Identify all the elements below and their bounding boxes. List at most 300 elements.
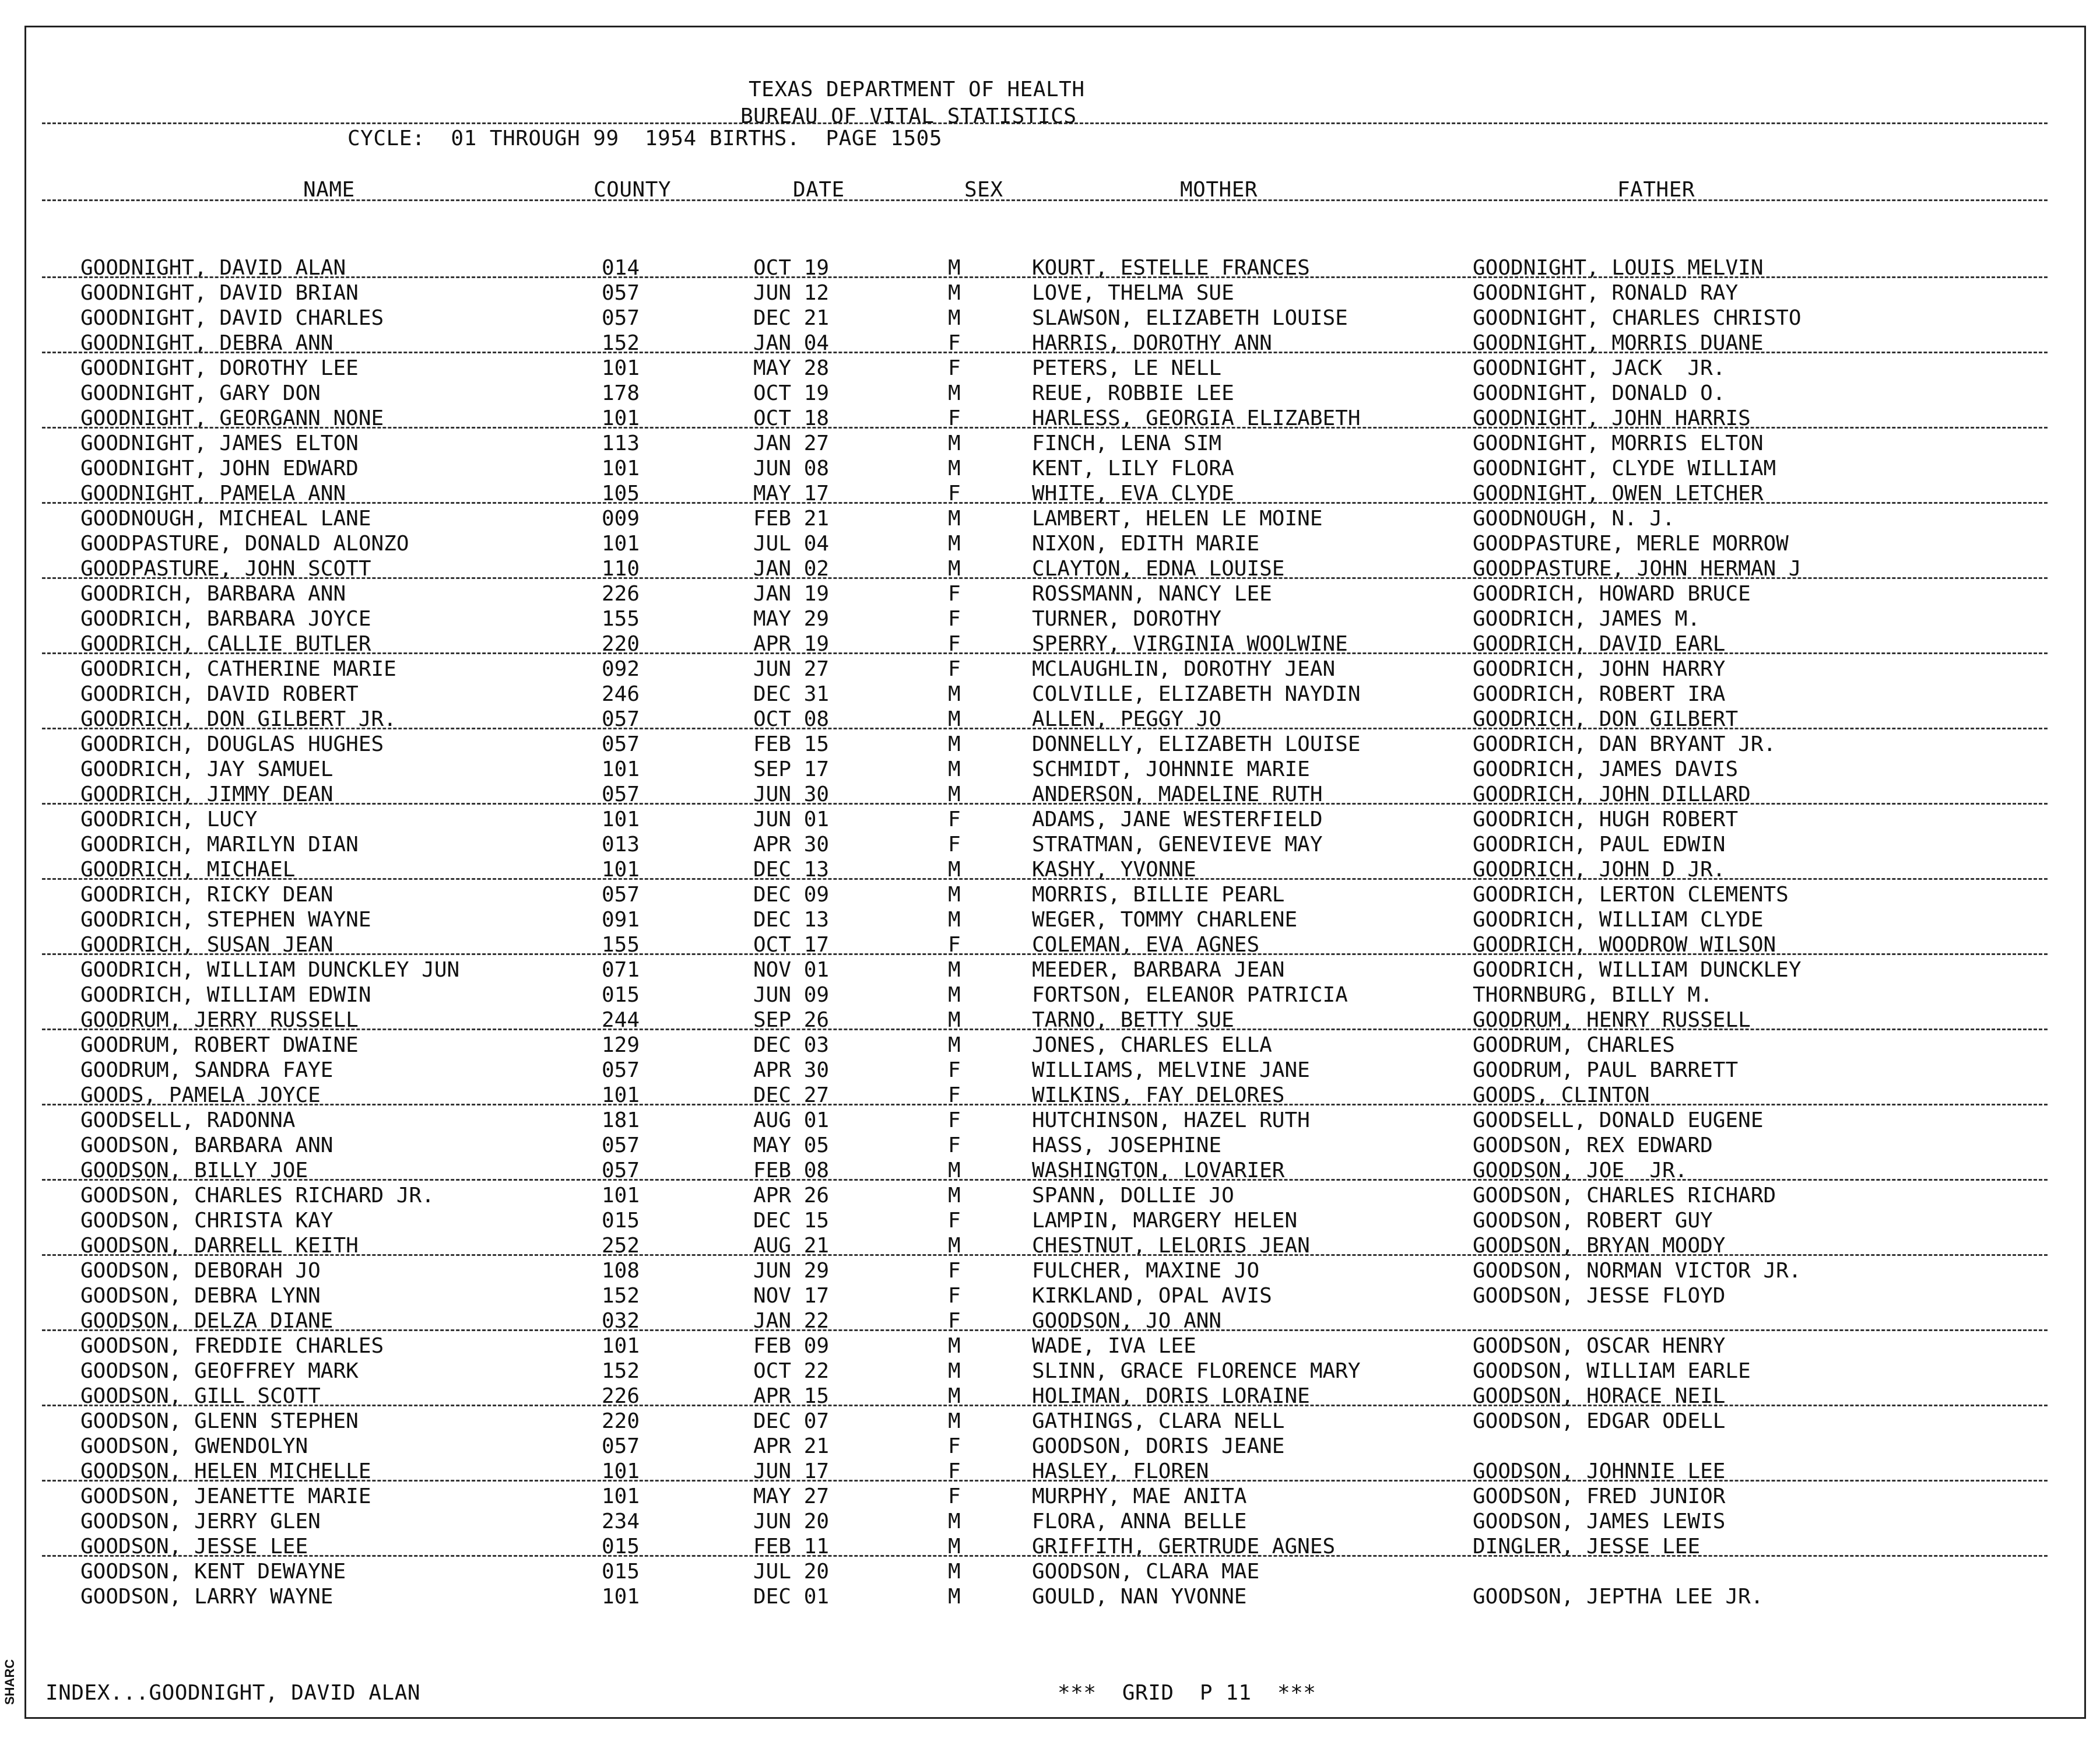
record-mother: ADAMS, JANE WESTERFIELD [1032, 808, 1323, 831]
column-header-name: NAME [303, 178, 355, 202]
record-mother: TURNER, DOROTHY [1032, 607, 1222, 631]
row-separator-rule [42, 1029, 2048, 1030]
grid-label: *** GRID P 11 *** [1058, 1681, 1316, 1705]
record-mother: WASHINGTON, LOVARIER [1032, 1159, 1285, 1182]
record-father: GOODRICH, JOHN D JR. [1473, 858, 1726, 882]
record-sex: M [948, 1409, 961, 1433]
column-header-date: DATE [793, 178, 845, 202]
record-row [0, 1484, 2062, 1509]
record-county: 101 [602, 1484, 640, 1508]
record-father: GOODRICH, LERTON CLEMENTS [1473, 883, 1789, 907]
record-mother: HASS, JOSEPHINE [1032, 1133, 1222, 1157]
record-name: GOODRICH, WILLIAM DUNCKLEY JUN [80, 958, 460, 982]
record-sex: M [948, 507, 961, 531]
record-county: 246 [602, 682, 640, 706]
record-row [0, 1534, 2062, 1559]
record-date: DEC 01 [753, 1585, 830, 1609]
record-name: GOODSON, KENT DEWAYNE [80, 1560, 346, 1584]
record-father: GOODRUM, HENRY RUSSELL [1473, 1008, 1751, 1032]
record-row [0, 807, 2062, 832]
record-father: GOODSON, JEPTHA LEE JR. [1473, 1585, 1764, 1609]
record-county: 181 [602, 1108, 640, 1132]
record-county: 057 [602, 707, 640, 731]
row-separator-rule [42, 652, 2048, 654]
record-date: SEP 26 [753, 1008, 830, 1032]
record-mother: FULCHER, MAXINE JO [1032, 1259, 1260, 1283]
record-father: GOODSON, WILLIAM EARLE [1473, 1359, 1751, 1383]
record-row [0, 431, 2062, 456]
record-date: APR 30 [753, 833, 830, 857]
record-name: GOODRICH, SUSAN JEAN [80, 933, 333, 957]
record-row [0, 456, 2062, 481]
record-mother: KASHY, YVONNE [1032, 858, 1196, 882]
record-father: GOODRICH, WILLIAM CLYDE [1473, 908, 1764, 932]
record-sex: F [948, 1434, 961, 1458]
record-county: 057 [602, 883, 640, 907]
record-sex: M [948, 1535, 961, 1559]
record-county: 057 [602, 1159, 640, 1182]
row-separator-rule [42, 1254, 2048, 1256]
record-county: 057 [602, 1434, 640, 1458]
record-sex: M [948, 1384, 961, 1408]
record-sex: F [948, 356, 961, 380]
record-row [0, 356, 2062, 381]
row-separator-rule [42, 502, 2048, 504]
record-mother: GOODSON, DORIS JEANE [1032, 1434, 1285, 1458]
row-separator-rule [42, 1179, 2048, 1181]
record-mother: ANDERSON, MADELINE RUTH [1032, 782, 1323, 806]
record-mother: ROSSMANN, NANCY LEE [1032, 582, 1272, 606]
record-date: OCT 17 [753, 933, 830, 957]
record-sex: M [948, 557, 961, 581]
record-date: FEB 11 [753, 1535, 830, 1559]
record-county: 091 [602, 908, 640, 932]
record-father: GOODNIGHT, JACK JR. [1473, 356, 1726, 380]
record-mother: TARNO, BETTY SUE [1032, 1008, 1234, 1032]
record-name: GOODRICH, BARBARA JOYCE [80, 607, 371, 631]
record-name: GOODSON, JEANETTE MARIE [80, 1484, 371, 1508]
record-father: DINGLER, JESSE LEE [1473, 1535, 1701, 1559]
record-name: GOODNIGHT, JOHN EDWARD [80, 457, 359, 480]
record-date: JUL 04 [753, 532, 830, 556]
record-mother: SPANN, DOLLIE JO [1032, 1184, 1234, 1208]
record-father: GOODSON, JESSE FLOYD [1473, 1284, 1726, 1308]
record-date: OCT 19 [753, 256, 830, 280]
record-mother: WILKINS, FAY DELORES [1032, 1083, 1285, 1107]
record-sex: M [948, 908, 961, 932]
record-mother: SLINN, GRACE FLORENCE MARY [1032, 1359, 1361, 1383]
record-date: DEC 15 [753, 1209, 830, 1233]
record-father: GOODSON, EDGAR ODELL [1473, 1409, 1726, 1433]
record-county: 032 [602, 1309, 640, 1333]
record-mother: LOVE, THELMA SUE [1032, 281, 1234, 305]
record-date: JUN 20 [753, 1510, 830, 1533]
record-sex: F [948, 1284, 961, 1308]
row-separator-rule [42, 953, 2048, 955]
record-mother: MCLAUGHLIN, DOROTHY JEAN [1032, 657, 1336, 681]
record-father: GOODRICH, DAN BRYANT JR. [1473, 732, 1776, 756]
record-date: MAY 29 [753, 607, 830, 631]
record-mother: KENT, LILY FLORA [1032, 457, 1234, 480]
record-county: 108 [602, 1259, 640, 1283]
record-sex: M [948, 1560, 961, 1584]
record-name: GOODSON, GWENDOLYN [80, 1434, 308, 1458]
record-name: GOODRUM, JERRY RUSSELL [80, 1008, 359, 1032]
record-date: NOV 17 [753, 1284, 830, 1308]
record-county: 101 [602, 1184, 640, 1208]
record-name: GOODSON, GILL SCOTT [80, 1384, 321, 1408]
record-mother: GATHINGS, CLARA NELL [1032, 1409, 1285, 1433]
record-mother: NIXON, EDITH MARIE [1032, 532, 1260, 556]
record-county: 013 [602, 833, 640, 857]
record-county: 101 [602, 457, 640, 480]
record-sex: M [948, 707, 961, 731]
row-separator-rule [42, 1405, 2048, 1406]
record-county: 101 [602, 1334, 640, 1358]
record-sex: M [948, 958, 961, 982]
record-name: GOODSON, GEOFFREY MARK [80, 1359, 359, 1383]
record-name: GOODRICH, LUCY [80, 808, 258, 831]
record-sex: F [948, 1083, 961, 1107]
record-sex: M [948, 1359, 961, 1383]
record-row [0, 1434, 2062, 1459]
record-father: GOODNOUGH, N. J. [1473, 507, 1675, 531]
record-father: GOODRICH, JAMES DAVIS [1473, 757, 1739, 781]
record-name: GOODRICH, DON GILBERT JR. [80, 707, 396, 731]
record-date: OCT 18 [753, 406, 830, 430]
record-county: 155 [602, 933, 640, 957]
record-date: DEC 21 [753, 306, 830, 330]
record-sex: M [948, 757, 961, 781]
record-county: 152 [602, 1359, 640, 1383]
record-sex: M [948, 983, 961, 1007]
record-date: AUG 01 [753, 1108, 830, 1132]
record-name: GOODNOUGH, MICHEAL LANE [80, 507, 371, 531]
record-date: JUN 29 [753, 1259, 830, 1283]
record-sex: M [948, 1008, 961, 1032]
record-date: APR 19 [753, 632, 830, 656]
record-county: 057 [602, 732, 640, 756]
record-name: GOODSON, HELEN MICHELLE [80, 1459, 371, 1483]
record-row [0, 280, 2062, 306]
record-mother: SLAWSON, ELIZABETH LOUISE [1032, 306, 1348, 330]
record-county: 152 [602, 1284, 640, 1308]
record-sex: M [948, 732, 961, 756]
record-row [0, 1108, 2062, 1133]
record-father: GOODPASTURE, JOHN HERMAN J [1473, 557, 1801, 581]
record-county: 244 [602, 1008, 640, 1032]
record-name: GOODNIGHT, GEORGANN NONE [80, 406, 384, 430]
record-date: NOV 01 [753, 958, 830, 982]
record-date: FEB 09 [753, 1334, 830, 1358]
record-county: 101 [602, 1585, 640, 1609]
record-county: 105 [602, 482, 640, 506]
record-date: JUN 17 [753, 1459, 830, 1483]
record-name: GOODRICH, MICHAEL [80, 858, 296, 882]
record-sex: F [948, 607, 961, 631]
row-separator-rule [42, 427, 2048, 429]
record-sex: M [948, 306, 961, 330]
record-date: DEC 27 [753, 1083, 830, 1107]
record-row [0, 782, 2062, 807]
record-date: JAN 19 [753, 582, 830, 606]
record-sex: M [948, 457, 961, 480]
record-date: JAN 22 [753, 1309, 830, 1333]
record-name: GOODRICH, WILLIAM EDWIN [80, 983, 371, 1007]
record-county: 220 [602, 1409, 640, 1433]
record-sex: M [948, 682, 961, 706]
record-mother: ALLEN, PEGGY JO [1032, 707, 1222, 731]
row-separator-rule [42, 1104, 2048, 1105]
record-mother: STRATMAN, GENEVIEVE MAY [1032, 833, 1323, 857]
record-county: 015 [602, 1535, 640, 1559]
record-name: GOODSON, FREDDIE CHARLES [80, 1334, 384, 1358]
record-name: GOODRICH, STEPHEN WAYNE [80, 908, 371, 932]
record-row [0, 982, 2062, 1008]
record-name: GOODSON, DARRELL KEITH [80, 1234, 359, 1258]
record-mother: WHITE, EVA CLYDE [1032, 482, 1234, 506]
record-county: 110 [602, 557, 640, 581]
side-stamp: SHARC [2, 1659, 17, 1705]
record-date: DEC 31 [753, 682, 830, 706]
record-father: GOODRICH, WOODROW WILSON [1473, 933, 1776, 957]
record-sex: F [948, 482, 961, 506]
column-header-mother: MOTHER [1180, 178, 1258, 202]
record-county: 226 [602, 1384, 640, 1408]
record-date: MAY 28 [753, 356, 830, 380]
record-sex: F [948, 1133, 961, 1157]
record-mother: MURPHY, MAE ANITA [1032, 1484, 1247, 1508]
record-county: 220 [602, 632, 640, 656]
record-name: GOODRICH, BARBARA ANN [80, 582, 346, 606]
record-row [0, 682, 2062, 707]
record-row [0, 1258, 2062, 1283]
record-county: 071 [602, 958, 640, 982]
record-name: GOODSON, DEBRA LYNN [80, 1284, 321, 1308]
record-name: GOODRICH, MARILYN DIAN [80, 833, 359, 857]
record-sex: F [948, 331, 961, 355]
record-father: GOODSON, JOHNNIE LEE [1473, 1459, 1726, 1483]
bureau-title: BUREAU OF VITAL STATISTICS [740, 104, 1077, 128]
record-county: 101 [602, 808, 640, 831]
record-row [0, 707, 2062, 732]
record-county: 057 [602, 1133, 640, 1157]
record-name: GOODSON, JESSE LEE [80, 1535, 308, 1559]
record-date: JUN 30 [753, 782, 830, 806]
record-name: GOODSON, DEBORAH JO [80, 1259, 321, 1283]
record-row [0, 1008, 2062, 1033]
record-sex: F [948, 406, 961, 430]
record-county: 226 [602, 582, 640, 606]
record-sex: F [948, 1459, 961, 1483]
record-row [0, 857, 2062, 882]
record-father: GOODRICH, WILLIAM DUNCKLEY [1473, 958, 1801, 982]
record-date: OCT 19 [753, 381, 830, 405]
record-sex: F [948, 833, 961, 857]
index-label: INDEX...GOODNIGHT, DAVID ALAN [45, 1681, 421, 1705]
record-father: GOODSON, BRYAN MOODY [1473, 1234, 1726, 1258]
record-county: 101 [602, 757, 640, 781]
record-sex: M [948, 883, 961, 907]
record-row [0, 957, 2062, 982]
record-sex: F [948, 1259, 961, 1283]
record-row [0, 1584, 2062, 1609]
record-row [0, 657, 2062, 682]
record-mother: HARLESS, GEORGIA ELIZABETH [1032, 406, 1361, 430]
record-row [0, 907, 2062, 932]
record-name: GOODRICH, DOUGLAS HUGHES [80, 732, 384, 756]
record-mother: PETERS, LE NELL [1032, 356, 1222, 380]
record-row [0, 581, 2062, 606]
record-county: 057 [602, 306, 640, 330]
record-mother: MORRIS, BILLIE PEARL [1032, 883, 1285, 907]
record-sex: M [948, 858, 961, 882]
record-mother: FORTSON, ELEANOR PATRICIA [1032, 983, 1348, 1007]
record-father: GOODNIGHT, CLYDE WILLIAM [1473, 457, 1776, 480]
record-county: 129 [602, 1033, 640, 1057]
record-name: GOODNIGHT, DEBRA ANN [80, 331, 333, 355]
record-county: 178 [602, 381, 640, 405]
record-father: GOODNIGHT, CHARLES CHRISTO [1473, 306, 1801, 330]
record-father: GOODNIGHT, LOUIS MELVIN [1473, 256, 1764, 280]
record-date: JAN 02 [753, 557, 830, 581]
record-row [0, 1058, 2062, 1083]
record-date: MAY 17 [753, 482, 830, 506]
record-sex: M [948, 1184, 961, 1208]
record-row [0, 1409, 2062, 1434]
record-name: GOODSON, BARBARA ANN [80, 1133, 333, 1157]
record-date: OCT 08 [753, 707, 830, 731]
record-name: GOODRUM, SANDRA FAYE [80, 1058, 333, 1082]
record-mother: HARRIS, DOROTHY ANN [1032, 331, 1272, 355]
record-sex: F [948, 657, 961, 681]
record-name: GOODNIGHT, DAVID ALAN [80, 256, 346, 280]
record-row [0, 306, 2062, 331]
record-father: GOODSON, REX EDWARD [1473, 1133, 1713, 1157]
row-separator-rule [42, 1480, 2048, 1482]
record-sex: M [948, 1234, 961, 1258]
record-county: 015 [602, 983, 640, 1007]
record-mother: HOLIMAN, DORIS LORAINE [1032, 1384, 1310, 1408]
record-mother: KIRKLAND, OPAL AVIS [1032, 1284, 1272, 1308]
record-county: 057 [602, 1058, 640, 1082]
record-father: GOODNIGHT, MORRIS DUANE [1473, 331, 1764, 355]
record-father: GOODRICH, HUGH ROBERT [1473, 808, 1739, 831]
record-mother: MEEDER, BARBARA JEAN [1032, 958, 1285, 982]
record-sex: F [948, 808, 961, 831]
column-header-father: FATHER [1617, 178, 1695, 202]
record-name: GOODNIGHT, PAMELA ANN [80, 482, 346, 506]
record-father: THORNBURG, BILLY M. [1473, 983, 1713, 1007]
record-row [0, 556, 2062, 581]
record-father: GOODSELL, DONALD EUGENE [1473, 1108, 1764, 1132]
record-mother: LAMPIN, MARGERY HELEN [1032, 1209, 1298, 1233]
record-sex: M [948, 1334, 961, 1358]
record-row [0, 732, 2062, 757]
record-father: GOODRICH, DAVID EARL [1473, 632, 1726, 656]
record-date: MAY 05 [753, 1133, 830, 1157]
row-separator-rule [42, 1555, 2048, 1557]
record-county: 015 [602, 1560, 640, 1584]
record-mother: FLORA, ANNA BELLE [1032, 1510, 1247, 1533]
record-mother: CHESTNUT, LELORIS JEAN [1032, 1234, 1310, 1258]
record-name: GOODSON, DELZA DIANE [80, 1309, 333, 1333]
record-row [0, 1333, 2062, 1359]
record-date: JUL 20 [753, 1560, 830, 1584]
record-sex: M [948, 782, 961, 806]
record-mother: LAMBERT, HELEN LE MOINE [1032, 507, 1323, 531]
record-mother: WADE, IVA LEE [1032, 1334, 1196, 1358]
record-row [0, 1083, 2062, 1108]
record-county: 057 [602, 782, 640, 806]
record-mother: DONNELLY, ELIZABETH LOUISE [1032, 732, 1361, 756]
record-sex: F [948, 1108, 961, 1132]
record-father: GOODS, CLINTON [1473, 1083, 1650, 1107]
record-row [0, 531, 2062, 556]
record-name: GOODNIGHT, GARY DON [80, 381, 321, 405]
record-father: GOODSON, HORACE NEIL [1473, 1384, 1726, 1408]
record-mother: GOODSON, JO ANN [1032, 1309, 1222, 1333]
record-date: SEP 17 [753, 757, 830, 781]
record-row [0, 1308, 2062, 1333]
record-county: 092 [602, 657, 640, 681]
record-sex: M [948, 1159, 961, 1182]
record-mother: KOURT, ESTELLE FRANCES [1032, 256, 1310, 280]
record-date: APR 30 [753, 1058, 830, 1082]
record-father: GOODNIGHT, RONALD RAY [1473, 281, 1739, 305]
record-father: GOODNIGHT, OWEN LETCHER [1473, 482, 1764, 506]
record-father: GOODRICH, JAMES M. [1473, 607, 1701, 631]
record-row [0, 1133, 2062, 1158]
record-row [0, 1559, 2062, 1584]
record-name: GOODRICH, DAVID ROBERT [80, 682, 359, 706]
record-father: GOODNIGHT, MORRIS ELTON [1473, 431, 1764, 455]
record-mother: GOULD, NAN YVONNE [1032, 1585, 1247, 1609]
record-county: 101 [602, 356, 640, 380]
record-row [0, 1208, 2062, 1233]
record-sex: F [948, 1484, 961, 1508]
record-father: GOODRUM, CHARLES [1473, 1033, 1675, 1057]
record-date: DEC 07 [753, 1409, 830, 1433]
record-name: GOODSON, CHRISTA KAY [80, 1209, 333, 1233]
record-mother: WEGER, TOMMY CHARLENE [1032, 908, 1298, 932]
record-row [0, 631, 2062, 657]
record-row [0, 481, 2062, 506]
record-name: GOODSON, BILLY JOE [80, 1159, 308, 1182]
record-row [0, 406, 2062, 431]
record-date: JUN 01 [753, 808, 830, 831]
record-father: GOODRICH, ROBERT IRA [1473, 682, 1726, 706]
record-father: GOODRICH, PAUL EDWIN [1473, 833, 1726, 857]
record-date: JUN 08 [753, 457, 830, 480]
record-row [0, 255, 2062, 280]
record-mother: SCHMIDT, JOHNNIE MARIE [1032, 757, 1310, 781]
record-father: GOODPASTURE, MERLE MORROW [1473, 532, 1789, 556]
record-county: 113 [602, 431, 640, 455]
record-father: GOODRICH, HOWARD BRUCE [1473, 582, 1751, 606]
record-name: GOODRICH, JIMMY DEAN [80, 782, 333, 806]
row-separator-rule [42, 577, 2048, 579]
record-date: DEC 13 [753, 858, 830, 882]
record-name: GOODRICH, CALLIE BUTLER [80, 632, 371, 656]
record-row [0, 506, 2062, 531]
record-date: MAY 27 [753, 1484, 830, 1508]
record-date: FEB 21 [753, 507, 830, 531]
record-father: GOODRICH, JOHN HARRY [1473, 657, 1726, 681]
record-father: GOODSON, FRED JUNIOR [1473, 1484, 1726, 1508]
record-sex: M [948, 1585, 961, 1609]
record-date: JUN 09 [753, 983, 830, 1007]
